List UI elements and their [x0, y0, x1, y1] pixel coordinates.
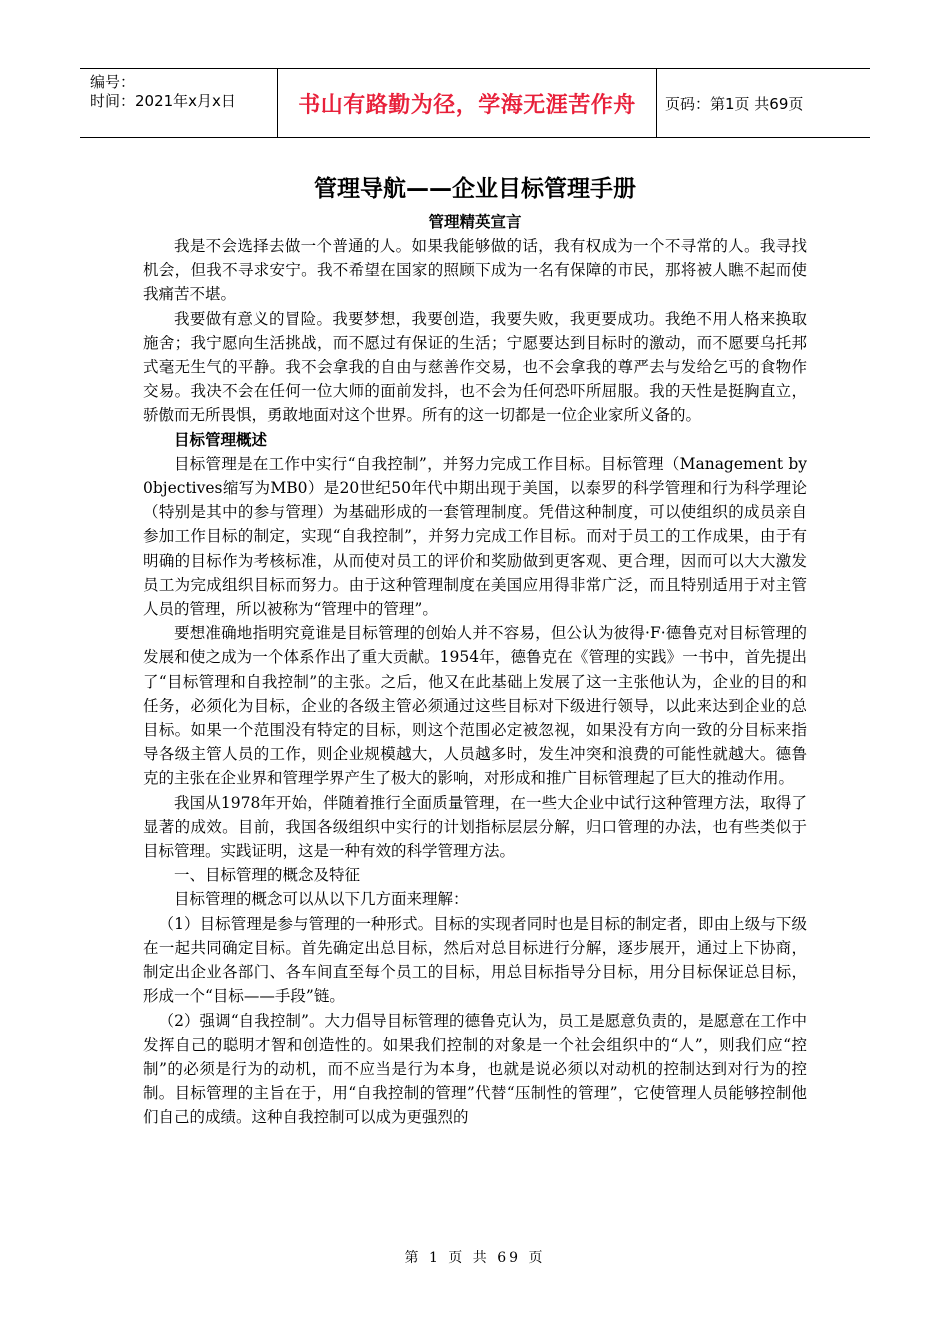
paragraph: 我要做有意义的冒险。我要梦想，我要创造，我要失败，我更要成功。我绝不用人格来换取施舍；我宁愿向生活挑战，而不愿过有保证的生活；宁愿要达到目标时的激动，而不愿要乌托邦式毫无生气的平静。我不会拿我的自由与慈善作交易，也不会拿我的尊严去与发给乞丐的食物作交易。我决不会在任何一位大师的面前发抖，也不会为任何恐吓所屈服。我的天性是挺胸直立，骄傲而无所畏惧，勇敢地面对这个世界。所有的这一切都是一位企业家所义备的。: [143, 309, 807, 425]
header-motto: 书山有路勤为径，学海无涯苦作舟: [278, 69, 657, 137]
paragraph: 要想准确地指明究竟谁是目标管理的创始人并不容易，但公认为彼得·F·德鲁克对目标管理的发展和使之成为一个体系作出了重大贡献。1954年，德鲁克在《管理的实践》一书中，首先提出了“目标管理和自我控制”的主张。之后，他又在此基础上发展了这一主张他认为，企业的目的和任务，必须化为目标，企业的各级主管必须通过这些目标对下级进行领导，以此来达到企业的总目标。如果一个范围没有特定的目标，则这个范围必定被忽视，如果没有方向一致的分目标来指导各级主管人员的工作，则企业规模越大，人员越多时，发生冲突和浪费的可能性就越大。德鲁克的主张在企业界和管理学界产生了极大的影响，对形成和推广目标管理起了巨大的推动作用。: [143, 624, 807, 788]
header-page-info: 页码：第1页 共69页: [665, 94, 804, 113]
paragraph: 我是不会选择去做一个普通的人。如果我能够做的话，我有权成为一个不寻常的人。我寻找机会，但我不寻求安宁。我不希望在国家的照顾下成为一名有保障的市民，那将被人瞧不起而使我痛苦不堪。: [143, 237, 807, 304]
paragraph: 我国从1978年开始，伴随着推行全面质量管理，在一些大企业中试行这种管理方法，取得了显著的成效。目前，我国各级组织中实行的计划指标层层分解，归口管理的办法，也有些类似于目标管理。实践证明，这是一种有效的科学管理方法。: [143, 793, 807, 861]
time-label: 时间：2021年x月x日: [90, 92, 236, 110]
page-footer: 第 1 页 共 69 页: [404, 1250, 546, 1266]
header-meta: [80, 69, 278, 137]
section-heading: 一、目标管理的概念及特征: [174, 866, 361, 885]
document-body: [143, 234, 807, 1130]
paragraph: 目标管理的概念可以从以下几方面来理解：: [174, 890, 469, 909]
number-label: 编号：: [90, 73, 136, 91]
document-title: 管理导航——企业目标管理手册: [314, 176, 636, 202]
document-subtitle: 管理精英宣言: [428, 213, 522, 231]
paragraph: 目标管理是在工作中实行“自我控制”，并努力完成工作目标。目标管理（Management by 0bjectives缩写为MB0）是20世纪50年代中期出现于美国，以泰罗的科学管理和行为科学理论（特别是其中的参与管理）为基础形成的一套管理制度。凭借这种制度，可以使组织的成员亲自参加工作目标的制定，实现“自我控制”，并努力完成工作目标。而对于员工的工作成果，由于有明确的目标作为考核标准，从而使对员工的评价和奖励做到更客观、更合理，因而可以大大激发员工为完成组织目标而努力。由于这种管理制度在美国应用得非常广泛，而且特别适用于对主管人员的管理，所以被称为“管理中的管理”。: [143, 454, 807, 619]
paragraph: （2）强调“自我控制”。大力倡导目标管理的德鲁克认为，员工是愿意负责的，是愿意在工作中发挥自己的聪明才智和创造性的。如果我们控制的对象是一个社会组织中的“人”，则我们应“控制”的必须是行为的动机，而不应当是行为本身，也就是说必须以对动机的控制达到对行为的控制。目标管理的主旨在于，用“自我控制的管理”代替“压制性的管理”，它使管理人员能够控制他们自己的成绩。这种自我控制可以成为更强烈的: [143, 1011, 807, 1127]
paragraph: （1）目标管理是参与管理的一种形式。目标的实现者同时也是目标的制定者，即由上级与下级在一起共同确定目标。首先确定出总目标，然后对总目标进行分解，逐步展开，通过上下协商，制定出企业各部门、各车间直至每个员工的目标，用总目标指导分目标，用分目标保证总目标，形成一个“目标——手段”链。: [143, 914, 807, 1006]
section-heading: 目标管理概述: [174, 430, 268, 449]
page-header: [80, 68, 870, 138]
